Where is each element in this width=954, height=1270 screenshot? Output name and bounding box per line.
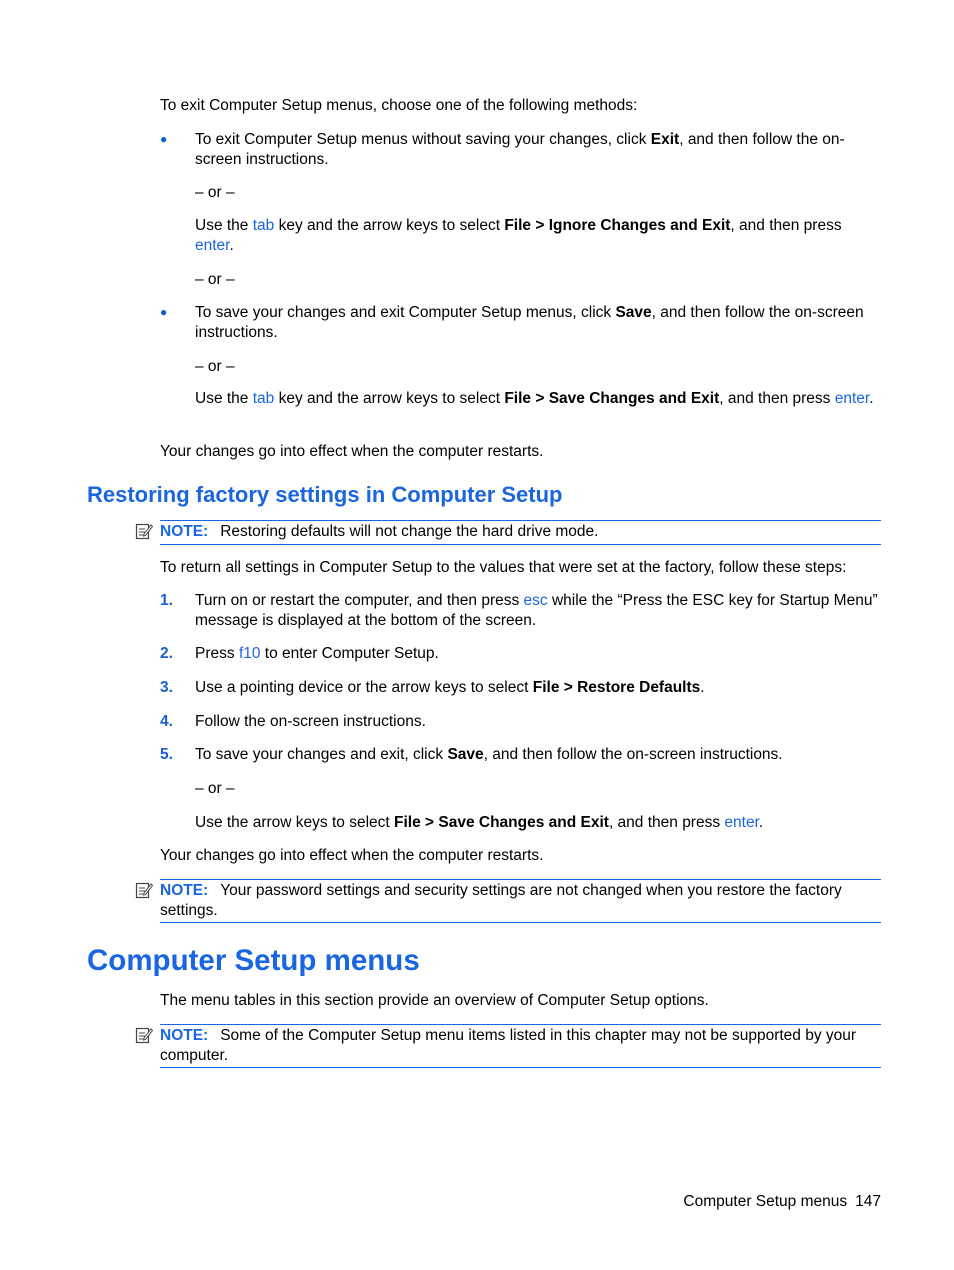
intro-text: To exit Computer Setup menus, choose one of the following methods: <box>160 97 638 114</box>
or-separator: – or – <box>195 271 235 288</box>
note-pencil-icon <box>135 1026 153 1044</box>
note-label: NOTE: <box>160 882 209 899</box>
or-separator: – or – <box>195 184 235 201</box>
step-number: 4. <box>160 713 173 730</box>
bullet-1-alt-text: Use the tab key and the arrow keys to select File > Ignore Changes and Exit, and then press enter. <box>195 217 842 254</box>
key-esc: esc <box>523 592 548 609</box>
bullet-2-alt-text: Use the tab key and the arrow keys to select File > Save Changes and Exit, and then press enter. <box>195 390 874 407</box>
step-number: 2. <box>160 645 173 662</box>
menus-intro: The menu tables in this section provide an overview of Computer Setup options. <box>160 992 709 1009</box>
bullet-2-text: To save your changes and exit Computer Setup menus, click Save, and then follow the on-screen instructions. <box>195 304 864 341</box>
note-text: Restoring defaults will not change the hard drive mode. <box>220 523 599 540</box>
effect-text: Your changes go into effect when the computer restarts. <box>160 443 544 460</box>
note-label: NOTE: <box>160 523 209 540</box>
note-text: Your password settings and security settings are not changed when you restore the factory settings. <box>160 882 842 919</box>
footer-section: Computer Setup menus <box>683 1193 848 1210</box>
key-enter: enter <box>195 236 230 254</box>
note-box <box>160 1024 881 1068</box>
bullet-dot: ● <box>160 132 168 146</box>
note-label: NOTE: <box>160 1027 209 1044</box>
key-tab: tab <box>252 217 275 234</box>
note-pencil-icon <box>135 522 153 540</box>
step-5-alt-text: Use the arrow keys to select File > Save Changes and Exit, and then press enter. <box>195 814 764 831</box>
page-number: 147 <box>855 1193 881 1210</box>
note-box <box>160 879 881 923</box>
or-separator: – or – <box>195 358 235 375</box>
step-number: 3. <box>160 679 173 696</box>
note-box <box>160 520 881 545</box>
effect-text: Your changes go into effect when the computer restarts. <box>160 847 544 864</box>
bullet-1-text: To exit Computer Setup menus without saving your changes, click Exit, and then follow the on-screen instructions. <box>195 131 845 168</box>
key-tab: tab <box>252 390 275 407</box>
key-enter: enter <box>724 814 759 831</box>
section-heading: Restoring factory settings in Computer Setup <box>87 482 563 507</box>
note-text: Some of the Computer Setup menu items listed in this chapter may not be supported by your computer. <box>160 1027 857 1064</box>
steps-intro: To return all settings in Computer Setup to the values that were set at the factory, follow these steps: <box>160 559 847 576</box>
main-heading: Computer Setup menus <box>87 944 420 977</box>
bullet-dot: ● <box>160 305 168 319</box>
key-enter: enter <box>834 390 870 407</box>
key-f10: f10 <box>238 645 261 662</box>
page-footer <box>683 1192 881 1212</box>
step-5-text: To save your changes and exit, click Save, and then follow the on-screen instructions. <box>195 746 783 763</box>
step-number: 5. <box>160 746 173 763</box>
step-1-text: Turn on or restart the computer, and then press esc while the “Press the ESC key for Startup Menu” message is displayed at the bottom of the screen. <box>195 592 878 629</box>
note-pencil-icon <box>135 881 153 899</box>
step-3-text: Use a pointing device or the arrow keys to select File > Restore Defaults. <box>195 679 705 696</box>
step-number: 1. <box>160 592 173 609</box>
step-2-text: Press f10 to enter Computer Setup. <box>195 645 439 662</box>
step-4-text: Follow the on-screen instructions. <box>195 713 426 730</box>
or-separator: – or – <box>195 780 235 797</box>
